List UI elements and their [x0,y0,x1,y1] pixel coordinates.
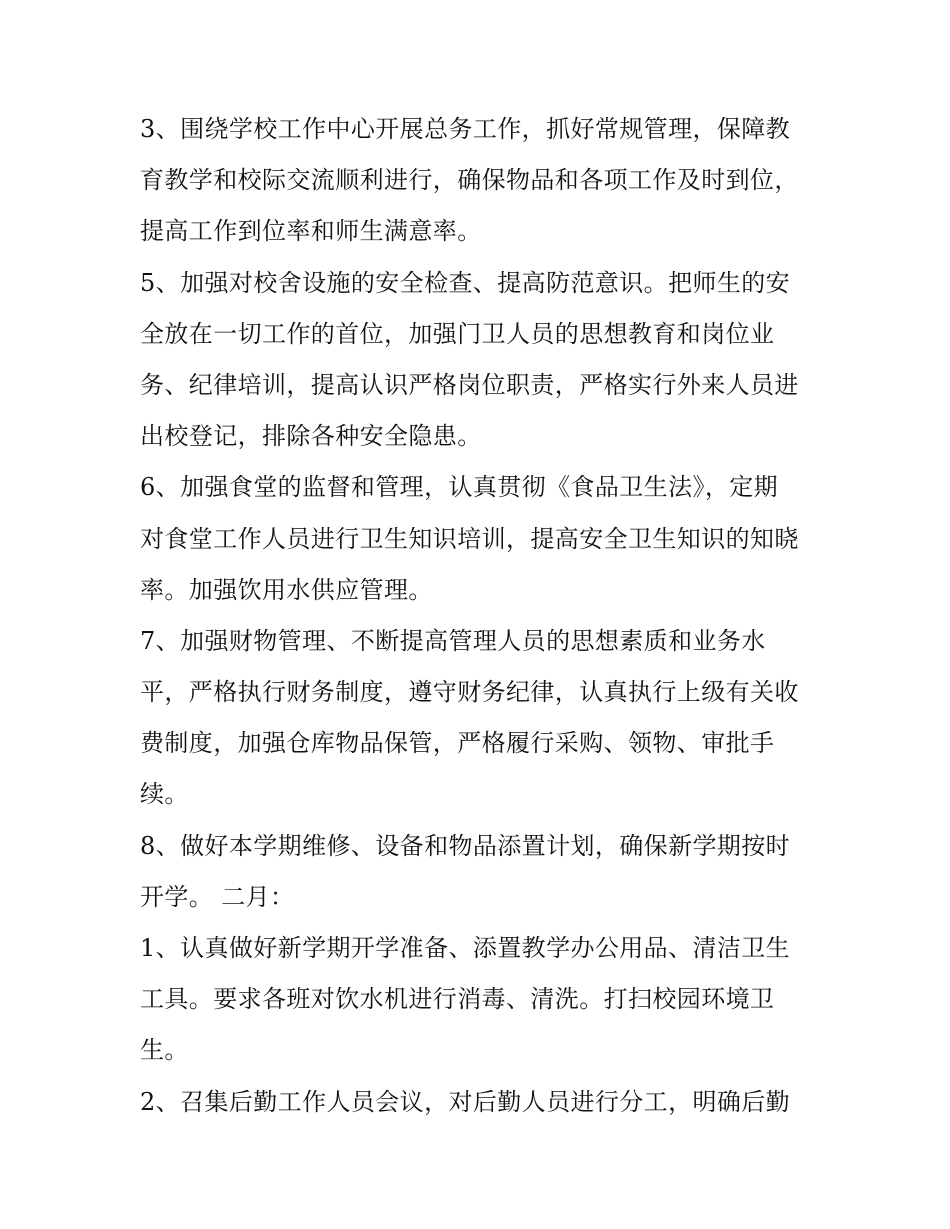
text-line: 全放在一切工作的首位，加强门卫人员的思想教育和岗位业 [140,319,775,348]
text-line: 7、加强财物管理、不断提高管理人员的思想素质和业务水 [140,626,766,655]
text-line: 续。 [140,780,189,809]
text-line: 务、纪律培训，提高认识严格岗位职责，严格实行外来人员进 [140,370,799,399]
text-line: 6、加强食堂的监督和管理，认真贯彻《食品卫生法》，定期 [140,473,779,502]
text-line: 平，严格执行财务制度，遵守财务纪律，认真执行上级有关收 [140,678,799,707]
text-line: 1、认真做好新学期开学准备、添置教学办公用品、清洁卫生 [140,934,791,962]
text-line: 生。 [140,1036,189,1065]
text-line: 育教学和校际交流顺利进行，确保物品和各项工作及时到位， [140,166,799,195]
text-line: 5、加强对校舍设施的安全检查、提高防范意识。把师生的安 [140,268,791,297]
document-body [140,104,820,1128]
text-line: 提高工作到位率和师生满意率。 [140,217,482,246]
text-line: 对食堂工作人员进行卫生知识培训，提高安全卫生知识的知晓 [140,524,799,553]
text-line: 率。加强饮用水供应管理。 [140,575,433,604]
text-line: 2、召集后勤工作人员会议，对后勤人员进行分工，明确后勤 [140,1087,791,1116]
text-line: 开学。 二月： [140,882,295,911]
text-line: 8、做好本学期维修、设备和物品添置计划，确保新学期按时 [140,831,791,860]
text-line: 费制度，加强仓库物品保管，严格履行采购、领物、审批手 [140,729,775,758]
text-line: 工具。要求各班对饮水机进行消毒、清洗。打扫校园环境卫 [140,985,775,1014]
text-line: 出校登记，排除各种安全隐患。 [140,422,482,451]
text-line: 3、围绕学校工作中心开展总务工作，抓好常规管理，保障教 [140,115,791,143]
